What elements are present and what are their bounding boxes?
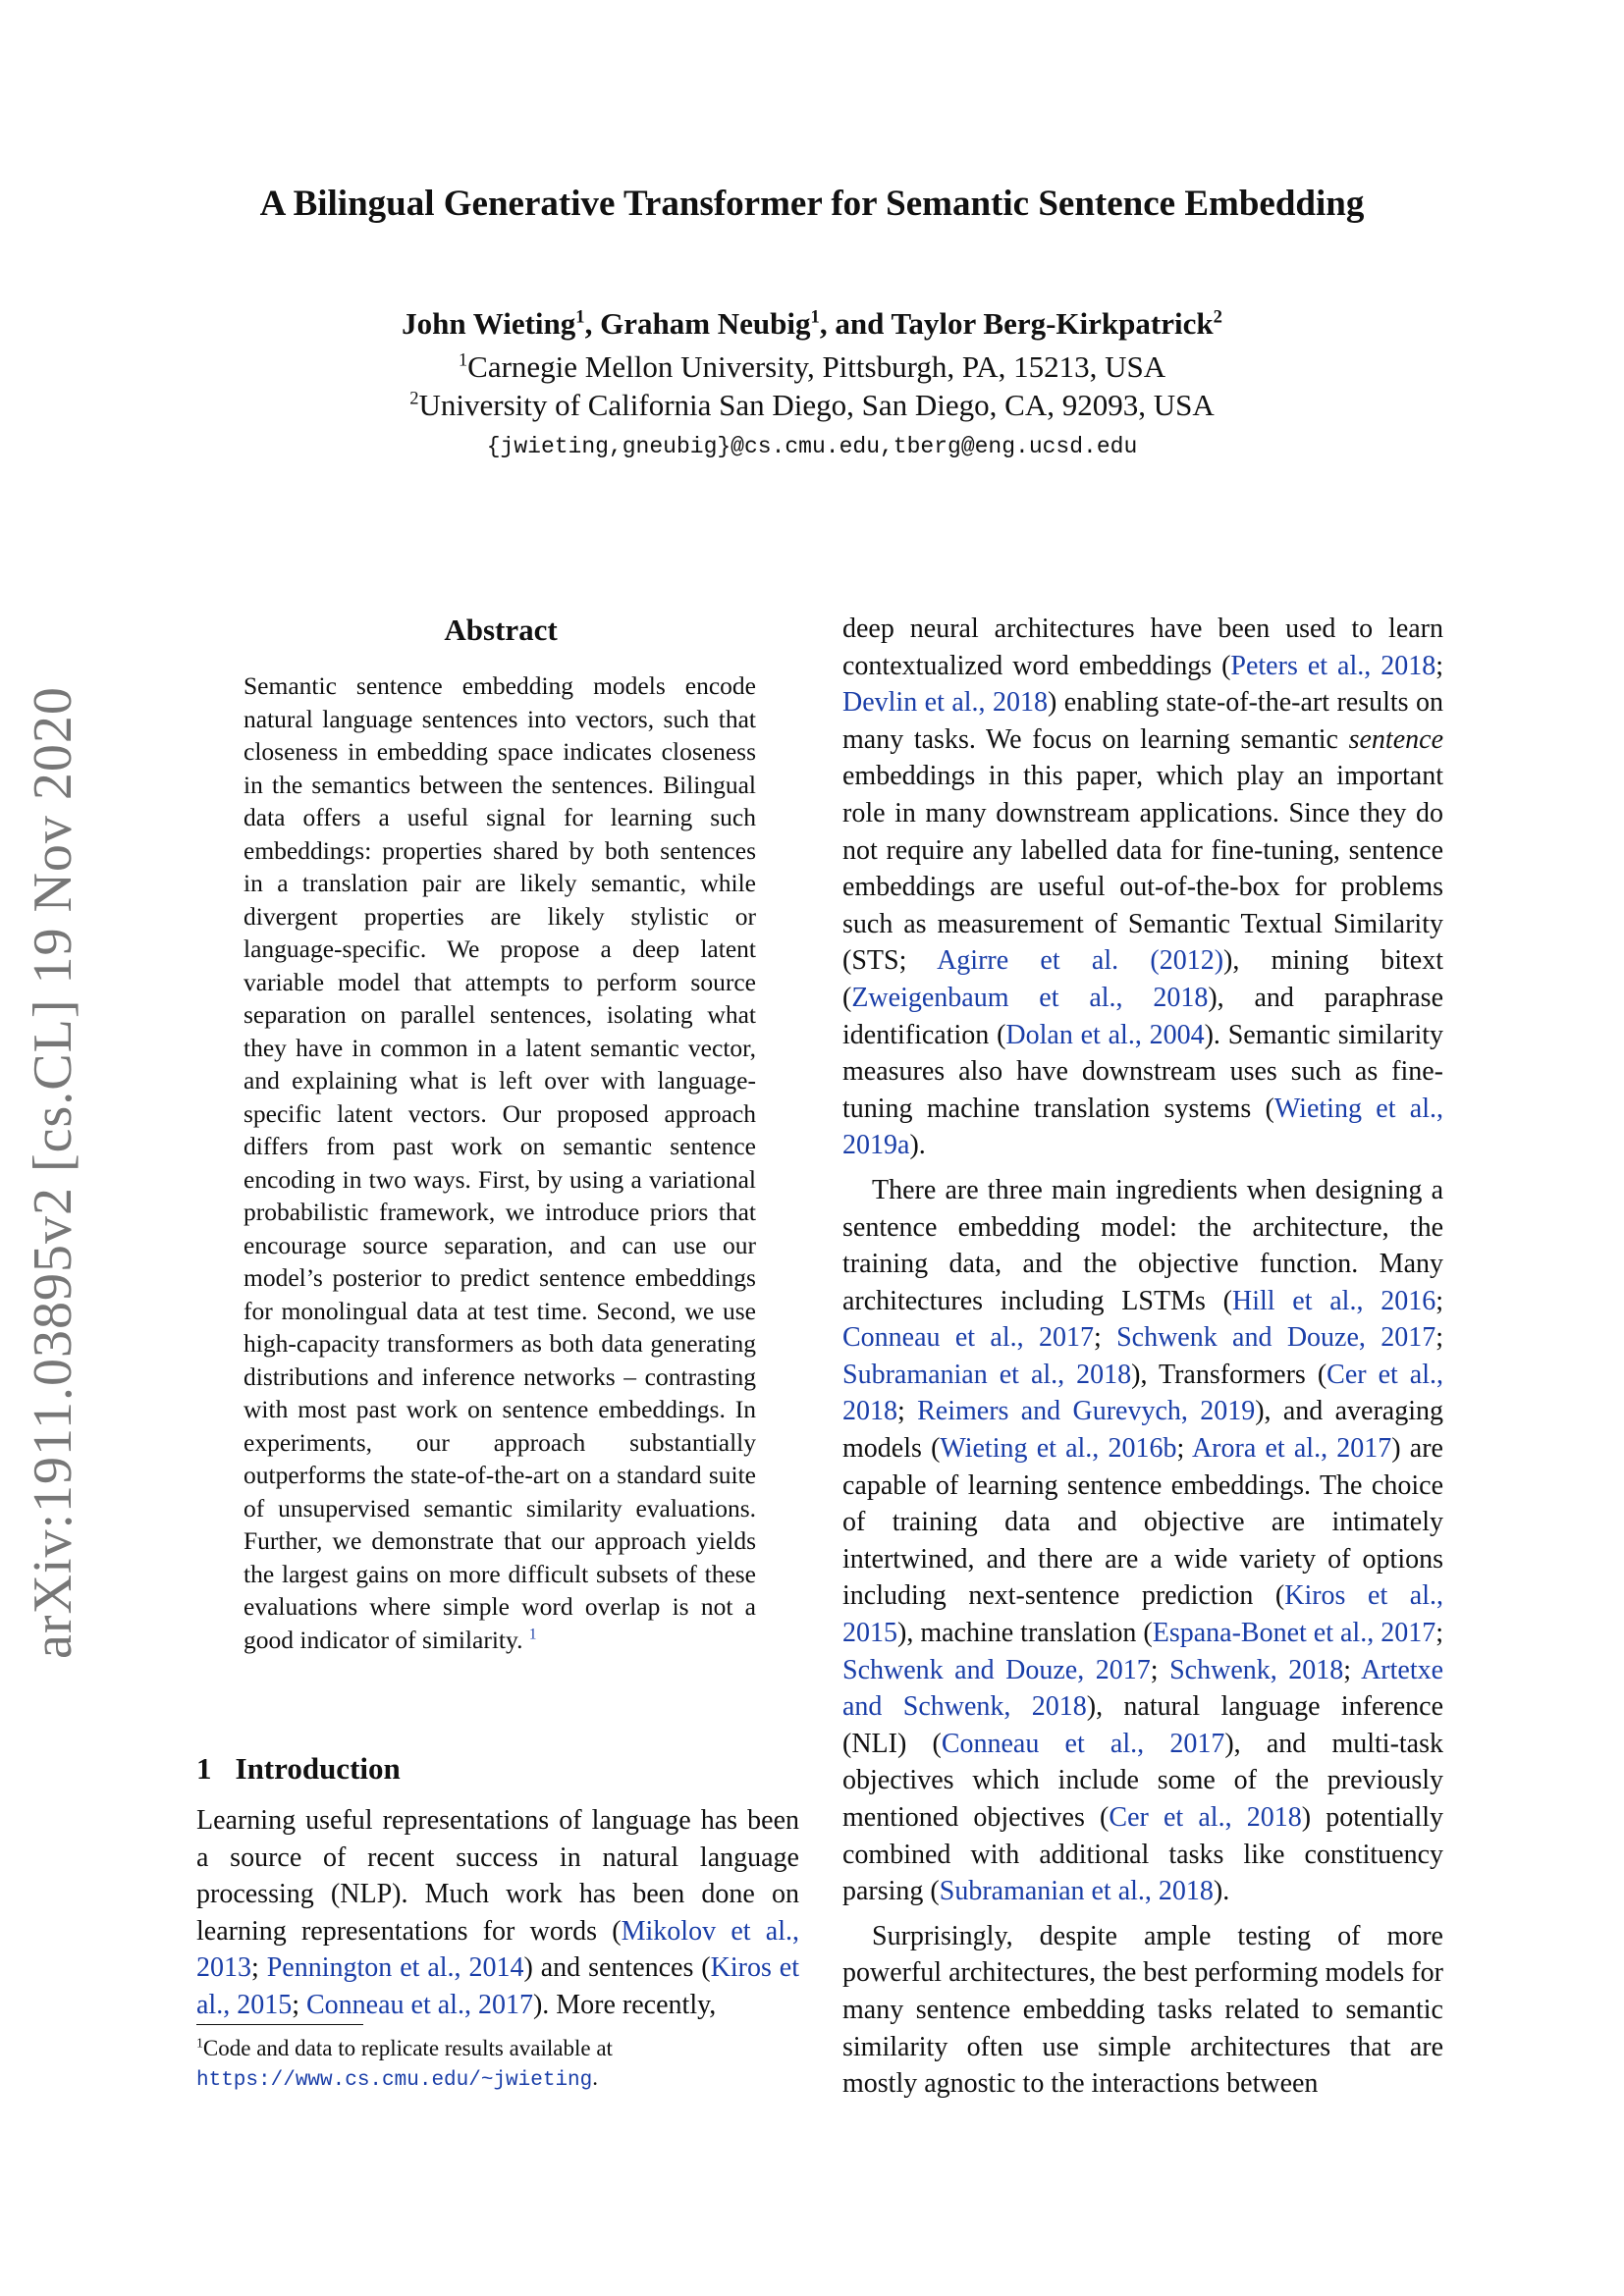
- citation-link[interactable]: Pennington et al., 2014: [266, 1952, 524, 1984]
- author-name: John Wieting: [402, 306, 576, 341]
- citation-link[interactable]: Schwenk and Douze, 2017: [1116, 1322, 1436, 1354]
- footnote-divider: [196, 2024, 363, 2025]
- paper-title: A Bilingual Generative Transformer for Semantic Sentence Embedding: [259, 184, 1365, 224]
- paragraph: Surprisingly, despite ample testing of more powerful architectures, the best performing models for many sentence embedding tasks related to semantic similarity often use simple architectures that are mostly agnostic to the interactions between: [842, 1920, 1443, 2100]
- arxiv-identifier: arXiv:1911.03895v2 [cs.CL] 19 Nov 2020: [23, 686, 83, 1659]
- citation-link[interactable]: Schwenk, 2018: [1169, 1654, 1344, 1685]
- citation-link[interactable]: Reimers and Gurevych, 2019: [917, 1396, 1256, 1427]
- author-affiliation-mark: 1: [575, 306, 585, 328]
- citation-link[interactable]: Wieting et al., 2016b: [940, 1433, 1177, 1465]
- author-affiliation-mark: 2: [1213, 306, 1222, 328]
- citation-link[interactable]: Kiros et al., 2015: [842, 1580, 1444, 1649]
- citation-link[interactable]: Kiros et al., 2015: [196, 1952, 799, 2020]
- emphasis: sentence: [1348, 723, 1443, 755]
- section-title: Introduction: [235, 1751, 401, 1786]
- paragraph: There are three main ingredients when designing a sentence embedding model: the architecture, the training data, and the objective function. Many architectures including LSTMs (Hill et al., 2016; Conneau et al., 2017; Schwenk and Douze, 2017; Subramanian et al., 2018), Transformers (Cer et al., 2018; Reimers and Gurevych, 2019), and averaging models (Wieting et al., 2016b; Arora et al., 2017) are capable of learning sentence embeddings. The choice of training data and objective are intimately intertwined, and there are a wide variety of options including next-sentence prediction (Kiros et al., 2015), machine translation (Espana-Bonet et al., 2017; Schwenk and Douze, 2017; Schwenk, 2018; Artetxe and Schwenk, 2018), natural language inference (NLI) (Conneau et al., 2017), and multi-task objectives which include some of the previously mentioned objectives (Cer et al., 2018) potentially combined with additional tasks like constituency parsing (Subramanian et al., 2018).: [842, 1174, 1444, 1907]
- citation-link[interactable]: Espana-Bonet et al., 2017: [1152, 1618, 1436, 1649]
- section-number: 1: [196, 1751, 212, 1786]
- citation-link[interactable]: Cer et al., 2018: [1109, 1802, 1302, 1833]
- author-list: John Wieting$^1$, Graham Neubig$^1$, and Taylor Berg-Kirkpatrick$^2$: [402, 306, 1222, 341]
- citation-link[interactable]: Cer et al., 2018: [842, 1359, 1443, 1427]
- author-emails: {jwieting,gneubig}@cs.cmu.edu,tberg@eng.ucsd.edu: [486, 434, 1138, 459]
- paragraph: deep neural architectures have been used to learn contextualized word embeddings (Peters et al., 2018; Devlin et al., 2018) enabling state-of-the-art results on many tasks. We focus on learning semantic sentence embeddings in this paper, which play an important role in many downstream applications. Since they do not require any labelled data for fine-tuning, sentence embeddings are useful out-of-the-box for problems such as measurement of Semantic Textual Similarity (STS; Agirre et al. (2012)), mining bitext (Zweigenbaum et al., 2018), and paraphrase identification (Dolan et al., 2004). Semantic similarity measures also have downstream uses such as fine-tuning machine translation systems (Wieting et al., 2019a).: [842, 614, 1444, 1161]
- citation-link[interactable]: Arora et al., 2017: [1191, 1433, 1392, 1465]
- footnote-mark: 1: [196, 2035, 203, 2051]
- author-name: and Taylor Berg-Kirkpatrick: [835, 306, 1214, 341]
- citation-link[interactable]: Dolan et al., 2004: [1005, 1019, 1205, 1050]
- affiliation: [0, 349, 1624, 385]
- citation-link[interactable]: Schwenk and Douze, 2017: [842, 1654, 1151, 1685]
- left-column-body: [196, 1802, 799, 2024]
- section-heading-introduction: [196, 1751, 401, 1787]
- footnote: $^1$Code and data to replicate results available at https://www.cs.cmu.edu/~jwieting.: [196, 2035, 613, 2092]
- citation-link[interactable]: Subramanian et al., 2018: [939, 1876, 1214, 1907]
- affiliation-text: University of California San Diego, San Diego, CA, 92093, USA: [418, 388, 1215, 422]
- citation-link[interactable]: Artetxe and Schwenk, 2018: [842, 1654, 1444, 1723]
- citation-link[interactable]: Agirre et al. (2012): [937, 945, 1224, 977]
- citation-link[interactable]: Wieting et al., 2019a: [842, 1093, 1443, 1161]
- affiliation-text: Carnegie Mellon University, Pittsburgh, PA, 15213, USA: [467, 349, 1166, 384]
- affiliation-mark: 1: [458, 349, 468, 371]
- affiliation-mark: 2: [409, 388, 419, 409]
- citation-link[interactable]: Devlin et al., 2018: [842, 687, 1048, 719]
- footnote-reference[interactable]: 1: [528, 1626, 537, 1642]
- paragraph: Learning useful representations of language has been a source of recent success in natural language processing (NLP). Much work has been done on learning representations for words (Mikolov et al., 2013; Pennington et al., 2014) and sentences (Kiros et al., 2015; Conneau et al., 2017). More recently,: [196, 1805, 799, 2020]
- abstract-text: Semantic sentence embedding models encode natural language sentences into vectors, such that closeness in embedding space indicates closeness in the semantics between the sentences. Bilingual data offers a useful signal for learning such embeddings: properties shared by both sentences in a translation pair are likely semantic, while divergent properties are likely stylistic or language-specific. We propose a deep latent variable model that attempts to perform source separation on parallel sentences, isolating what they have in common in a latent semantic vector, and explaining what is left over with language-specific latent vectors. Our proposed approach differs from past work on semantic sentence encoding in two ways. First, by using a variational probabilistic framework, we introduce priors that encourage source separation, and can use our model’s posterior to predict sentence embeddings for monolingual data at test time. Second, we use high-capacity transformers as both data generating distributions and inference networks – contrasting with most past work on sentence embeddings. In experiments, our approach substantially outperforms the state-of-the-art on a standard suite of unsupervised semantic similarity evaluations. Further, we demonstrate that our approach yields the largest gains on more difficult subsets of these evaluations where simple word overlap is not a good indicator of similarity.: [244, 671, 756, 1654]
- affiliation: [0, 388, 1624, 423]
- author-affiliation-mark: 1: [810, 306, 820, 328]
- citation-link[interactable]: Mikolov et al., 2013: [196, 1915, 799, 1984]
- abstract-heading: Abstract: [444, 613, 558, 647]
- citation-link[interactable]: Conneau et al., 2017: [941, 1728, 1225, 1759]
- citation-link[interactable]: Peters et al., 2018: [1230, 650, 1436, 681]
- footnote-url-link[interactable]: https://www.cs.cmu.edu/~jwieting: [196, 2069, 593, 2092]
- abstract-body: [244, 669, 756, 1656]
- citation-link[interactable]: Zweigenbaum et al., 2018: [851, 982, 1209, 1013]
- footnote-text: Code and data to replicate results available at: [202, 2036, 613, 2060]
- author-name: Graham Neubig: [600, 306, 811, 341]
- right-column-body: [842, 611, 1443, 2103]
- citation-link[interactable]: Subramanian et al., 2018: [842, 1359, 1132, 1390]
- citation-link[interactable]: Conneau et al., 2017: [842, 1322, 1094, 1354]
- citation-link[interactable]: Conneau et al., 2017: [306, 1989, 533, 2020]
- citation-link[interactable]: Hill et al., 2016: [1231, 1285, 1436, 1316]
